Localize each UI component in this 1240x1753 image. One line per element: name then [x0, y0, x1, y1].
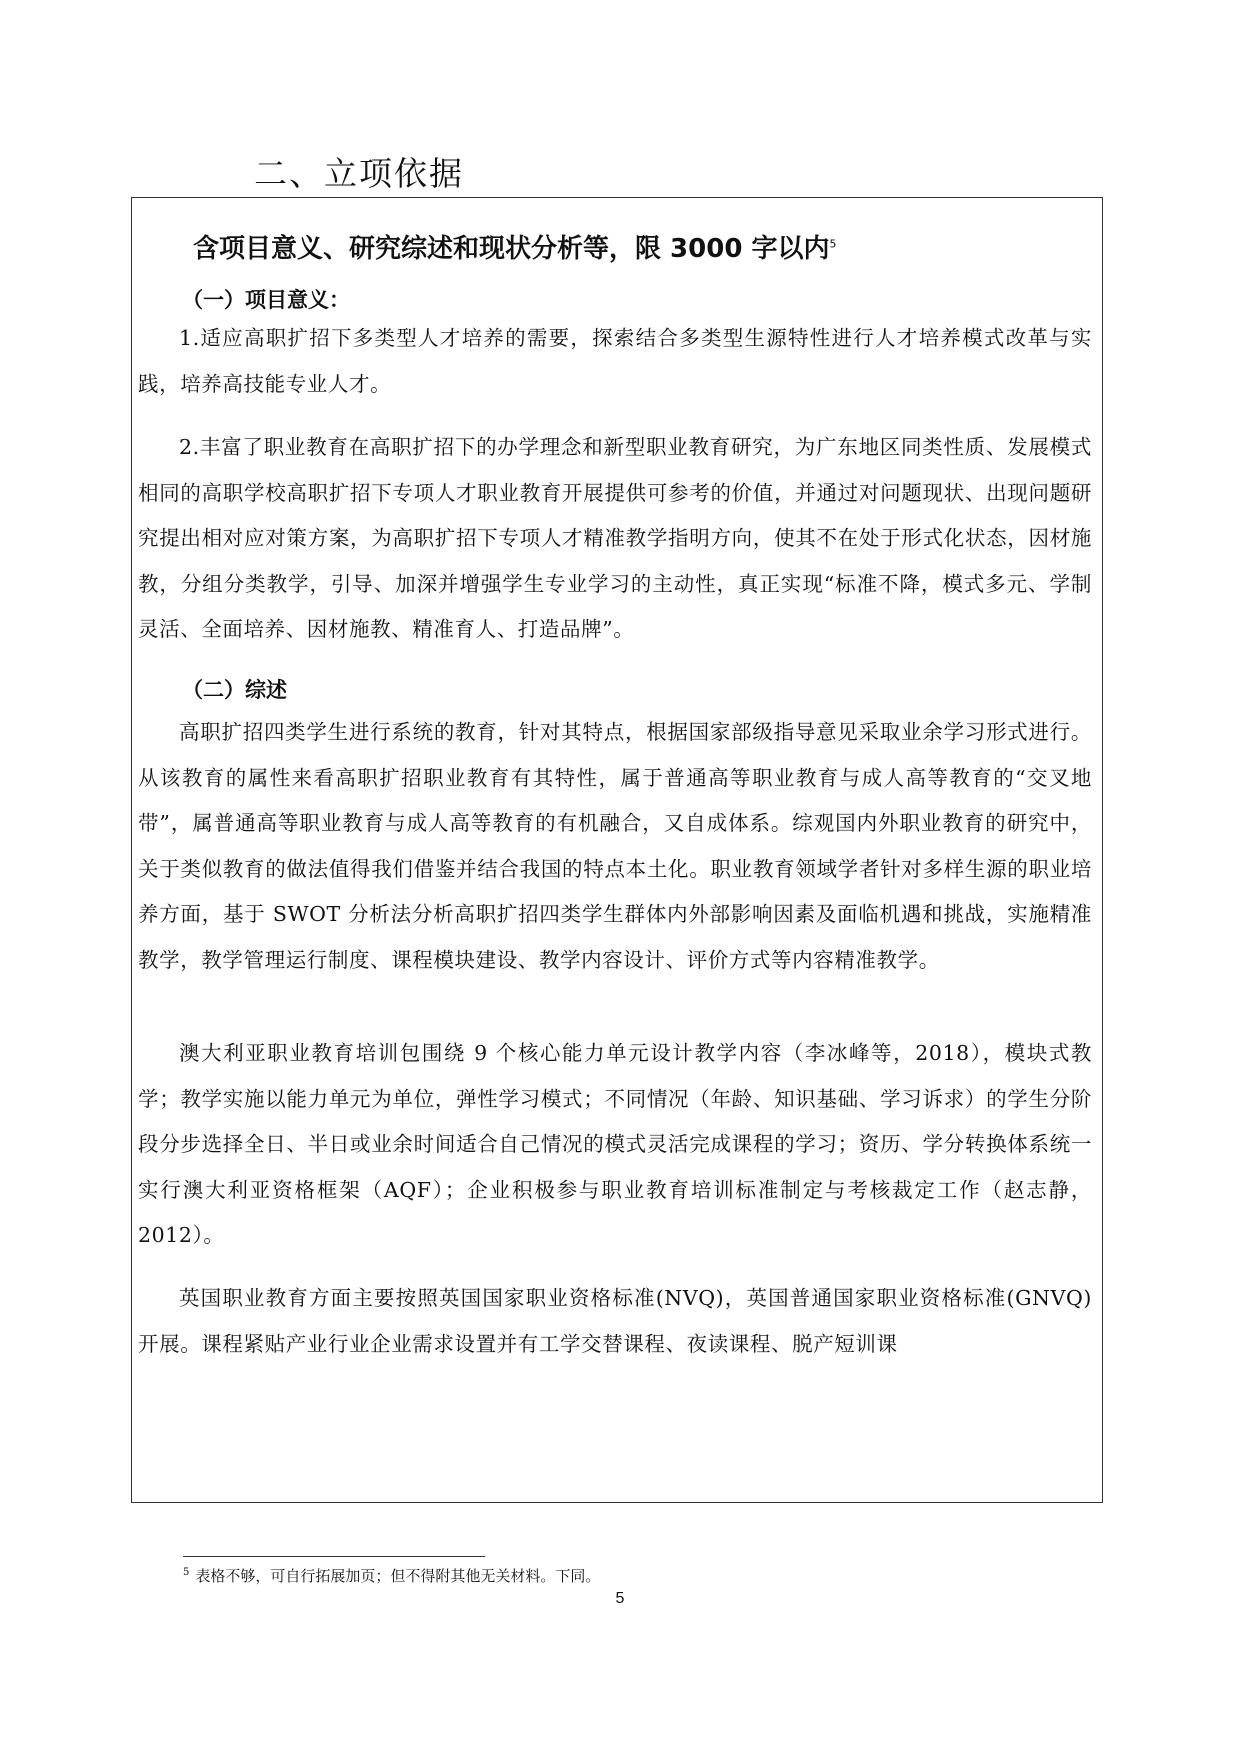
basis-text-box	[131, 197, 1103, 1503]
section-heading: 二、立项依据	[254, 154, 464, 193]
footnote-text: 表格不够，可自行拓展加页；但不得附其他无关材料。下同。	[195, 1567, 601, 1585]
significance-paragraph-1: 1.适应高职扩招下多类型人才培养的需要，探索结合多类型生源特性进行人才培养模式改革与实践，培养高技能专业人才。	[138, 326, 1092, 396]
significance-heading: （一）项目意义：	[182, 288, 350, 312]
review-heading: （二）综述	[182, 678, 287, 702]
review-paragraph-1: 高职扩招四类学生进行系统的教育，针对其特点，根据国家部级指导意见采取业余学习形式进行。从该教育的属性来看高职扩招职业教育有其特性，属于普通高等职业教育与成人高等教育的“交叉地带”，属普通高等职业教育与成人高等教育的有机融合，又自成体系。综观国内外职业教育的研究中，关于类似教育的做法值得我们借鉴并结合我国的特点本土化。职业教育领域学者针对多样生源的职业培养方面，基于 SWOT 分析法分析高职扩招四类学生群体内外部影响因素及面临机遇和挑战，实施精准教学，教学管理运行制度、课程模块建设、教学内容设计、评价方式等内容精准教学。	[138, 720, 1092, 972]
significance-paragraph-2: 2.丰富了职业教育在高职扩招下的办学理念和新型职业教育研究，为广东地区同类性质、发展模式相同的高职学校高职扩招下专项人才职业教育开展提供可参考的价值，并通过对问题现状、出现问题研究提出相对应对策方案，为高职扩招下专项人才精准教学指明方向，使其不在处于形式化状态，因材施教，分组分类教学，引导、加深并增强学生专业学习的主动性，真正实现“标准不降，模式多元、学制灵活、全面培养、因材施教、精准育人、打造品牌”。	[138, 435, 1092, 641]
box-title	[193, 228, 836, 265]
review-paragraph-2: 澳大利亚职业教育培训包围绕 9 个核心能力单元设计教学内容（李冰峰等，2018），模块式教学；教学实施以能力单元为单位，弹性学习模式；不同情况（年龄、知识基础、学习诉求）的学生分阶段分步选择全日、半日或业余时间适合自己情况的模式灵活完成课程的学习；资历、学分转换体系统一实行澳大利亚资格框架（AQF）；企业积极参与职业教育培训标准制定与考核裁定工作（赵志静，2012）。	[138, 1041, 1092, 1247]
footnote-reference: 5	[829, 237, 837, 251]
page-number: 5	[615, 1590, 625, 1607]
box-title-text: 含项目意义、研究综述和现状分析等，限 3000 字以内	[193, 234, 830, 264]
footnote	[183, 1565, 600, 1586]
footnote-divider	[183, 1556, 485, 1557]
footnote-mark: 5	[183, 1567, 190, 1578]
review-paragraph-3: 英国职业教育方面主要按照英国国家职业资格标准(NVQ)，英国普通国家职业资格标准(GNVQ)开展。课程紧贴产业行业企业需求设置并有工学交替课程、夜读课程、脱产短训课	[138, 1286, 1092, 1356]
